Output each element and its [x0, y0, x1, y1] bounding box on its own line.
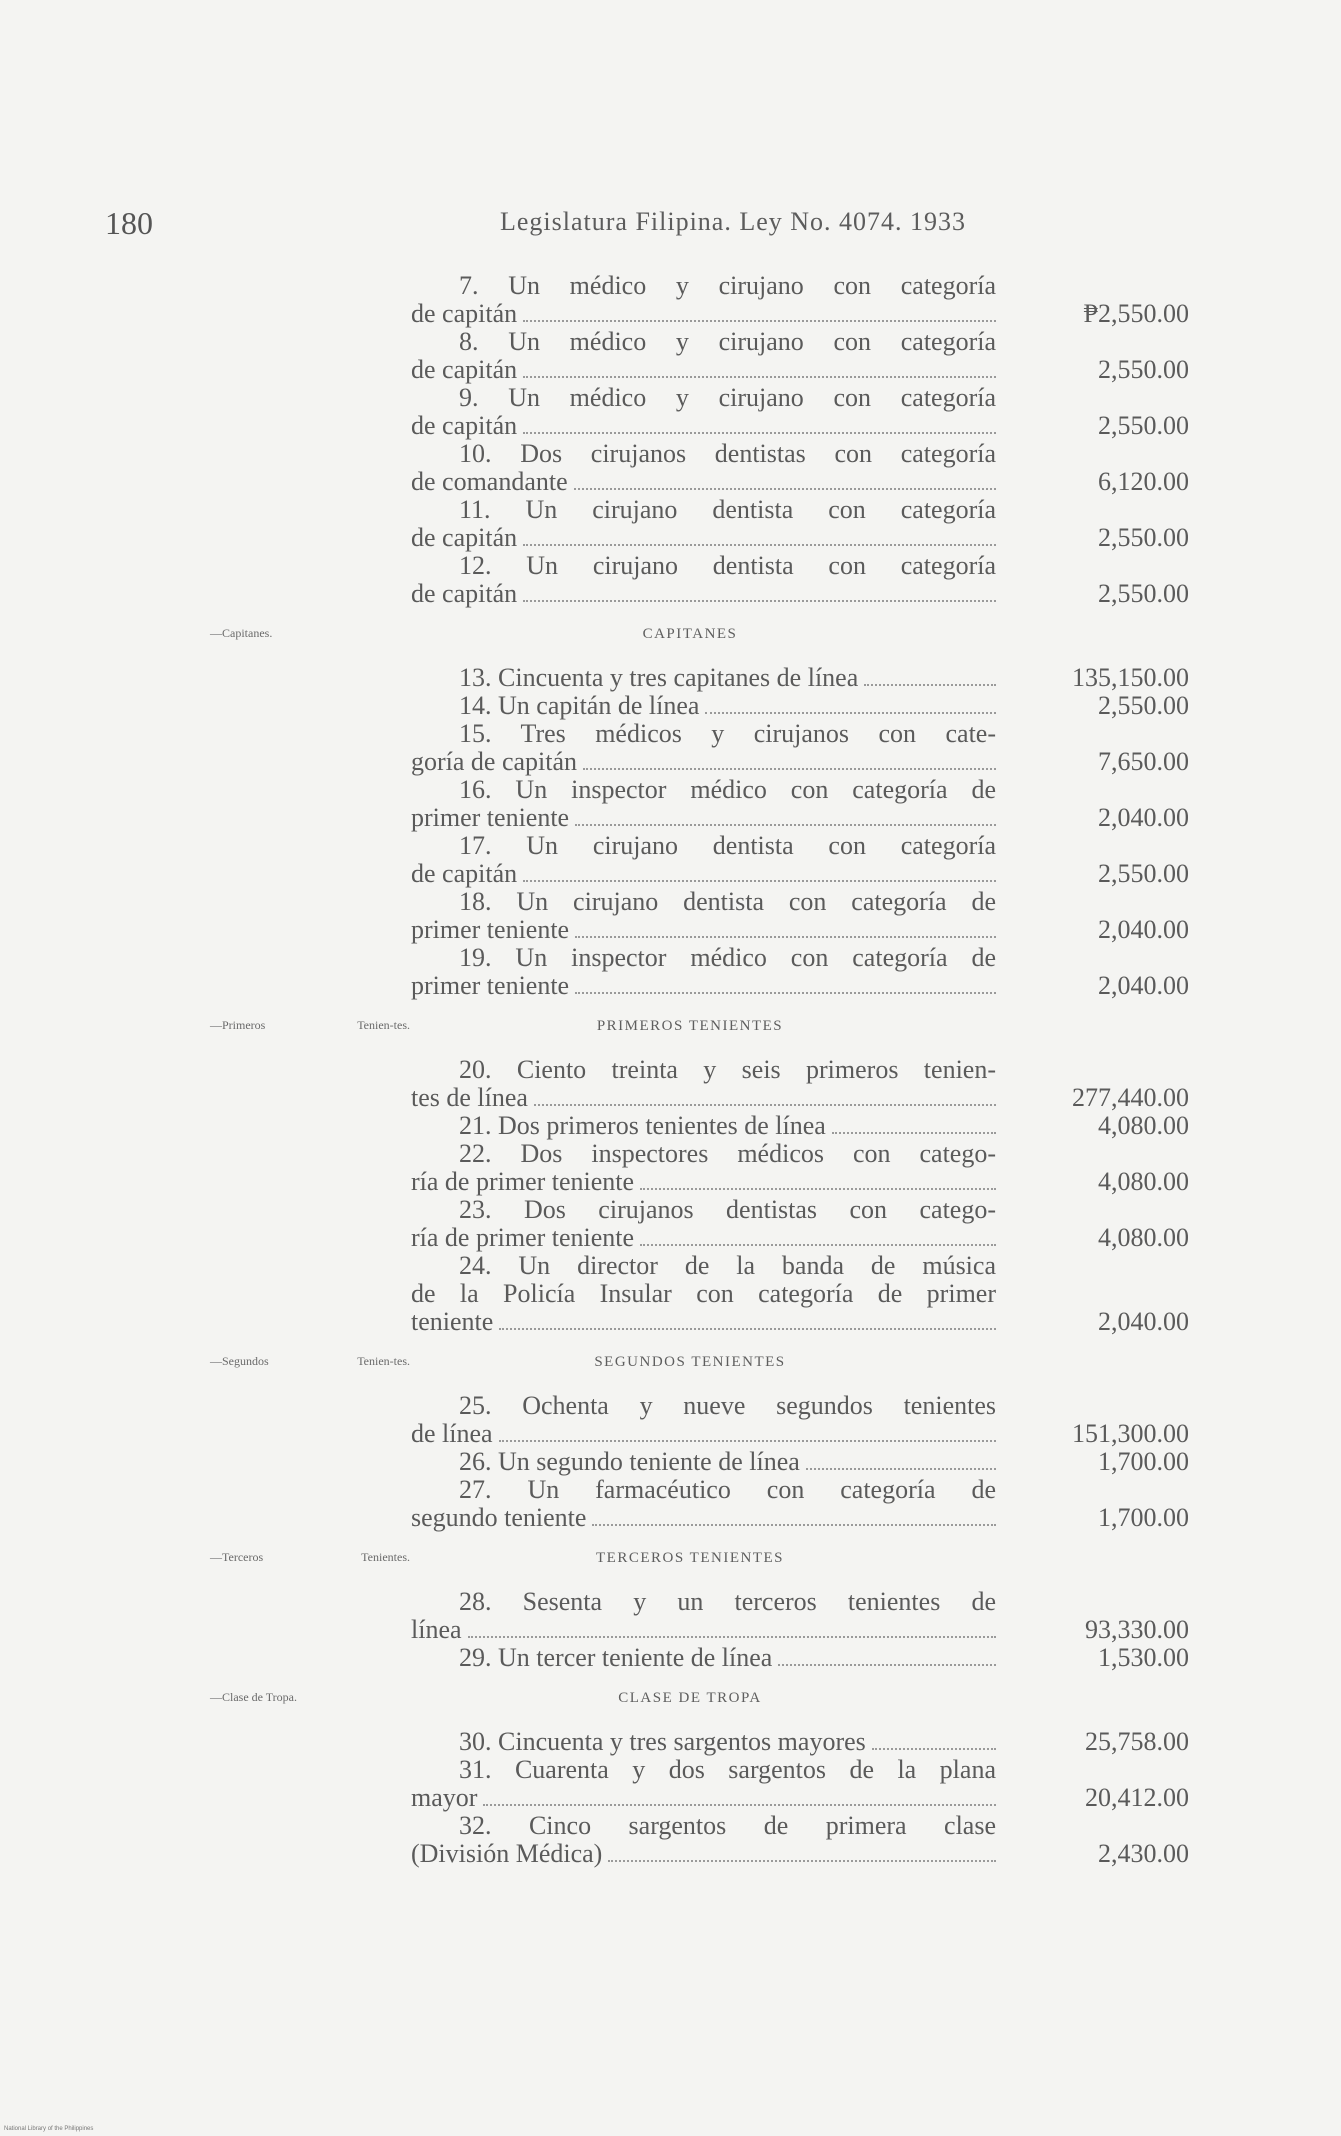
entry-amount: 2,040.00 — [1098, 971, 1189, 1000]
entry-last-line-text: primer teniente — [411, 915, 570, 944]
entry-text — [411, 888, 996, 944]
appropriation-entry — [411, 328, 1189, 384]
entry-amount: 2,040.00 — [1098, 1307, 1189, 1336]
appropriation-entry — [411, 496, 1189, 552]
dot-leader — [523, 375, 996, 378]
entry-last-line — [411, 1420, 996, 1448]
dot-leader — [534, 1103, 996, 1106]
entry-last-line — [411, 1112, 996, 1140]
appropriation-entry — [411, 692, 1189, 720]
running-title: Legislatura Filipina. Ley No. 4074. 1933 — [500, 207, 967, 236]
entry-text — [411, 664, 996, 692]
entry-last-line-text: de capitán — [411, 859, 518, 888]
entry-last-line — [411, 356, 996, 384]
entry-last-line — [411, 580, 996, 608]
dot-leader — [832, 1131, 996, 1134]
entry-text — [411, 1140, 996, 1196]
page-number: 180 — [105, 205, 153, 241]
section-heading: TERCEROS TENIENTES — [596, 1550, 784, 1566]
entry-first-line: 19. Un inspector médico con categoría de — [459, 943, 996, 972]
entry-first-line: 20. Ciento treinta y seis primeros tenien- — [459, 1055, 996, 1084]
entry-text — [411, 944, 996, 1000]
entry-text — [411, 272, 996, 328]
entry-last-line-text: 29. Un tercer teniente de línea — [459, 1643, 773, 1672]
entry-amount: 4,080.00 — [1098, 1111, 1189, 1140]
entry-amount: 2,430.00 — [1098, 1839, 1189, 1868]
entry-text — [411, 1112, 996, 1140]
entry-first-line: 9. Un médico y cirujano con categoría — [459, 383, 996, 412]
section-heading-row — [0, 1672, 1341, 1728]
dot-leader — [778, 1663, 996, 1666]
entry-last-line-text: mayor — [411, 1783, 478, 1812]
entry-last-line — [411, 692, 996, 720]
entry-text — [411, 1644, 996, 1672]
entry-last-line-text: 21. Dos primeros tenientes de línea — [459, 1111, 826, 1140]
dot-leader — [806, 1467, 996, 1470]
appropriation-entry — [411, 1196, 1189, 1252]
page-header — [0, 205, 1341, 245]
entry-text — [411, 440, 996, 496]
entry-text — [411, 1588, 996, 1644]
entry-last-line-text: 26. Un segundo teniente de línea — [459, 1447, 800, 1476]
appropriation-entry — [411, 1056, 1189, 1112]
entry-amount: 277,440.00 — [1072, 1083, 1189, 1112]
entry-amount: 2,550.00 — [1098, 579, 1189, 608]
entry-text — [411, 1196, 996, 1252]
entry-amount: 1,700.00 — [1098, 1503, 1189, 1532]
entry-last-line-text: primer teniente — [411, 803, 570, 832]
entry-text — [411, 1252, 996, 1336]
entry-last-line-text: de capitán — [411, 523, 518, 552]
appropriations-list — [0, 272, 1341, 1868]
entry-text — [411, 1056, 996, 1112]
appropriation-entry — [411, 664, 1189, 692]
entry-first-line: 24. Un director de la banda de música — [459, 1251, 996, 1280]
entry-last-line-text: de capitán — [411, 299, 518, 328]
entry-last-line-text: de línea — [411, 1419, 493, 1448]
entry-first-line: 17. Un cirujano dentista con categoría — [459, 831, 996, 860]
appropriation-entry — [411, 384, 1189, 440]
entry-first-line: 8. Un médico y cirujano con categoría — [459, 327, 996, 356]
dot-leader — [864, 683, 996, 686]
dot-leader — [523, 879, 996, 882]
dot-leader — [872, 1747, 996, 1750]
dot-leader — [575, 823, 996, 826]
margin-note: —Capitanes. — [210, 626, 273, 640]
entry-last-line — [411, 1784, 996, 1812]
entry-first-line: 23. Dos cirujanos dentistas con catego- — [459, 1195, 996, 1224]
entry-last-line — [411, 1224, 996, 1252]
appropriation-entry — [411, 1252, 1189, 1336]
entry-last-line-text: de capitán — [411, 355, 518, 384]
entry-amount: 6,120.00 — [1098, 467, 1189, 496]
entry-text — [411, 832, 996, 888]
entry-amount: 20,412.00 — [1085, 1783, 1189, 1812]
entry-last-line — [411, 1616, 996, 1644]
entry-last-line — [411, 1504, 996, 1532]
entry-first-line: 32. Cinco sargentos de primera clase — [459, 1811, 996, 1840]
entry-amount: 2,550.00 — [1098, 691, 1189, 720]
entry-text — [411, 1392, 996, 1448]
entry-last-line — [411, 412, 996, 440]
entry-first-line: 10. Dos cirujanos dentistas con categoría — [459, 439, 996, 468]
entry-last-line — [411, 468, 996, 496]
dot-leader — [640, 1243, 996, 1246]
section-heading-row — [0, 1336, 1341, 1392]
appropriation-entry — [411, 1392, 1189, 1448]
dot-leader — [523, 543, 996, 546]
margin-note: —Segundos Tenien-tes. — [210, 1354, 410, 1368]
dot-leader — [468, 1635, 996, 1638]
entry-last-line-text: goría de capitán — [411, 747, 578, 776]
entry-amount: 151,300.00 — [1072, 1419, 1189, 1448]
entry-last-line — [411, 1644, 996, 1672]
entry-first-line: 28. Sesenta y un terceros tenientes de — [459, 1587, 996, 1616]
entry-first-line: 27. Un farmacéutico con categoría de — [459, 1475, 996, 1504]
entry-amount: 1,530.00 — [1098, 1643, 1189, 1672]
entry-last-line-text: primer teniente — [411, 971, 570, 1000]
entry-amount: 4,080.00 — [1098, 1223, 1189, 1252]
entry-amount: 2,550.00 — [1098, 859, 1189, 888]
entry-last-line — [411, 1308, 996, 1336]
entry-text — [411, 384, 996, 440]
entry-amount: 25,758.00 — [1085, 1727, 1189, 1756]
appropriation-entry — [411, 1476, 1189, 1532]
library-footer: National Library of the Philippines — [4, 2126, 94, 2132]
section-heading: PRIMEROS TENIENTES — [596, 1018, 784, 1034]
entry-first-line: 18. Un cirujano dentista con categoría de — [459, 887, 996, 916]
entry-amount: 4,080.00 — [1098, 1167, 1189, 1196]
entry-text — [411, 692, 996, 720]
margin-note: —Primeros Tenien-tes. — [210, 1018, 410, 1032]
dot-leader — [575, 935, 996, 938]
entry-first-line: 31. Cuarenta y dos sargentos de la plana — [459, 1755, 996, 1784]
appropriation-entry — [411, 832, 1189, 888]
dot-leader — [608, 1859, 996, 1862]
section-heading-row — [0, 608, 1341, 664]
entry-last-line — [411, 664, 996, 692]
dot-leader — [574, 487, 996, 490]
appropriation-entry — [411, 440, 1189, 496]
section-heading: CLASE DE TROPA — [618, 1690, 762, 1706]
dot-leader — [499, 1439, 996, 1442]
entry-last-line-text: ría de primer teniente — [411, 1223, 635, 1252]
entry-last-line-text: tes de línea — [411, 1083, 528, 1112]
entry-first-line: 25. Ochenta y nueve segundos tenientes — [459, 1391, 996, 1420]
entry-last-line-text: 13. Cincuenta y tres capitanes de línea — [459, 663, 859, 692]
entry-amount: 135,150.00 — [1072, 663, 1189, 692]
dot-leader — [499, 1327, 996, 1330]
entry-last-line-text: 14. Un capitán de línea — [459, 691, 700, 720]
entry-last-line — [411, 1728, 996, 1756]
entry-first-line: 15. Tres médicos y cirujanos con cate- — [459, 719, 996, 748]
entry-first-line: 11. Un cirujano dentista con categoría — [459, 495, 996, 524]
entry-last-line-text: (División Médica) — [411, 1839, 603, 1868]
entry-text — [411, 328, 996, 384]
dot-leader — [583, 767, 996, 770]
entry-last-line-text: segundo teniente — [411, 1503, 587, 1532]
entry-amount: 2,550.00 — [1098, 355, 1189, 384]
entry-last-line — [411, 1448, 996, 1476]
dot-leader — [523, 319, 996, 322]
dot-leader — [640, 1187, 996, 1190]
dot-leader — [523, 431, 996, 434]
entry-text — [411, 552, 996, 608]
entry-last-line — [411, 860, 996, 888]
entry-first-line: 22. Dos inspectores médicos con catego- — [459, 1139, 996, 1168]
dot-leader — [483, 1803, 996, 1806]
entry-last-line — [411, 1840, 996, 1868]
entry-last-line — [411, 1084, 996, 1112]
appropriation-entry — [411, 720, 1189, 776]
entry-last-line — [411, 748, 996, 776]
entry-text — [411, 1476, 996, 1532]
margin-note: —Clase de Tropa. — [210, 1690, 297, 1704]
section-heading-row — [0, 1532, 1341, 1588]
section-heading: SEGUNDOS TENIENTES — [594, 1354, 786, 1370]
dot-leader — [523, 599, 996, 602]
appropriation-entry — [411, 272, 1189, 328]
dot-leader — [592, 1523, 996, 1526]
entry-last-line-text: línea — [411, 1615, 462, 1644]
margin-note: —Terceros Tenientes. — [210, 1550, 410, 1564]
entry-last-line — [411, 300, 996, 328]
entry-last-line — [411, 1168, 996, 1196]
appropriation-entry — [411, 552, 1189, 608]
entry-text — [411, 720, 996, 776]
entry-last-line — [411, 804, 996, 832]
entry-last-line — [411, 916, 996, 944]
entry-text — [411, 1812, 996, 1868]
entry-last-line-text: ría de primer teniente — [411, 1167, 635, 1196]
entry-last-line — [411, 972, 996, 1000]
appropriation-entry — [411, 1756, 1189, 1812]
entry-last-line-text: de comandante — [411, 467, 568, 496]
entry-last-line — [411, 524, 996, 552]
entry-text — [411, 496, 996, 552]
entry-text — [411, 1728, 996, 1756]
entry-last-line-text: 30. Cincuenta y tres sargentos mayores — [459, 1727, 866, 1756]
entry-first-line: 7. Un médico y cirujano con categoría — [459, 271, 996, 300]
entry-amount: 2,040.00 — [1098, 915, 1189, 944]
entry-text — [411, 1448, 996, 1476]
entry-amount: 2,040.00 — [1098, 803, 1189, 832]
appropriation-entry — [411, 1728, 1189, 1756]
dot-leader — [575, 991, 996, 994]
section-heading: CAPITANES — [642, 626, 738, 642]
section-heading-row — [0, 1000, 1341, 1056]
entry-last-line-text: de capitán — [411, 579, 518, 608]
dot-leader — [705, 711, 996, 714]
appropriation-entry — [411, 776, 1189, 832]
entry-last-line-text: teniente — [411, 1307, 494, 1336]
appropriation-entry — [411, 1588, 1189, 1644]
entry-amount: 2,550.00 — [1098, 411, 1189, 440]
entry-middle-line: de la Policía Insular con categoría de primer — [411, 1279, 996, 1308]
appropriation-entry — [411, 944, 1189, 1000]
appropriation-entry — [411, 1812, 1189, 1868]
entry-text — [411, 776, 996, 832]
appropriation-entry — [411, 1644, 1189, 1672]
entry-text — [411, 1756, 996, 1812]
entry-amount: 1,700.00 — [1098, 1447, 1189, 1476]
entry-first-line: 16. Un inspector médico con categoría de — [459, 775, 996, 804]
entry-amount: 7,650.00 — [1098, 747, 1189, 776]
appropriation-entry — [411, 888, 1189, 944]
entry-last-line-text: de capitán — [411, 411, 518, 440]
entry-first-line: 12. Un cirujano dentista con categoría — [459, 551, 996, 580]
entry-amount: ₱2,550.00 — [1083, 299, 1189, 328]
entry-amount: 2,550.00 — [1098, 523, 1189, 552]
appropriation-entry — [411, 1112, 1189, 1140]
entry-amount: 93,330.00 — [1085, 1615, 1189, 1644]
appropriation-entry — [411, 1448, 1189, 1476]
appropriation-entry — [411, 1140, 1189, 1196]
